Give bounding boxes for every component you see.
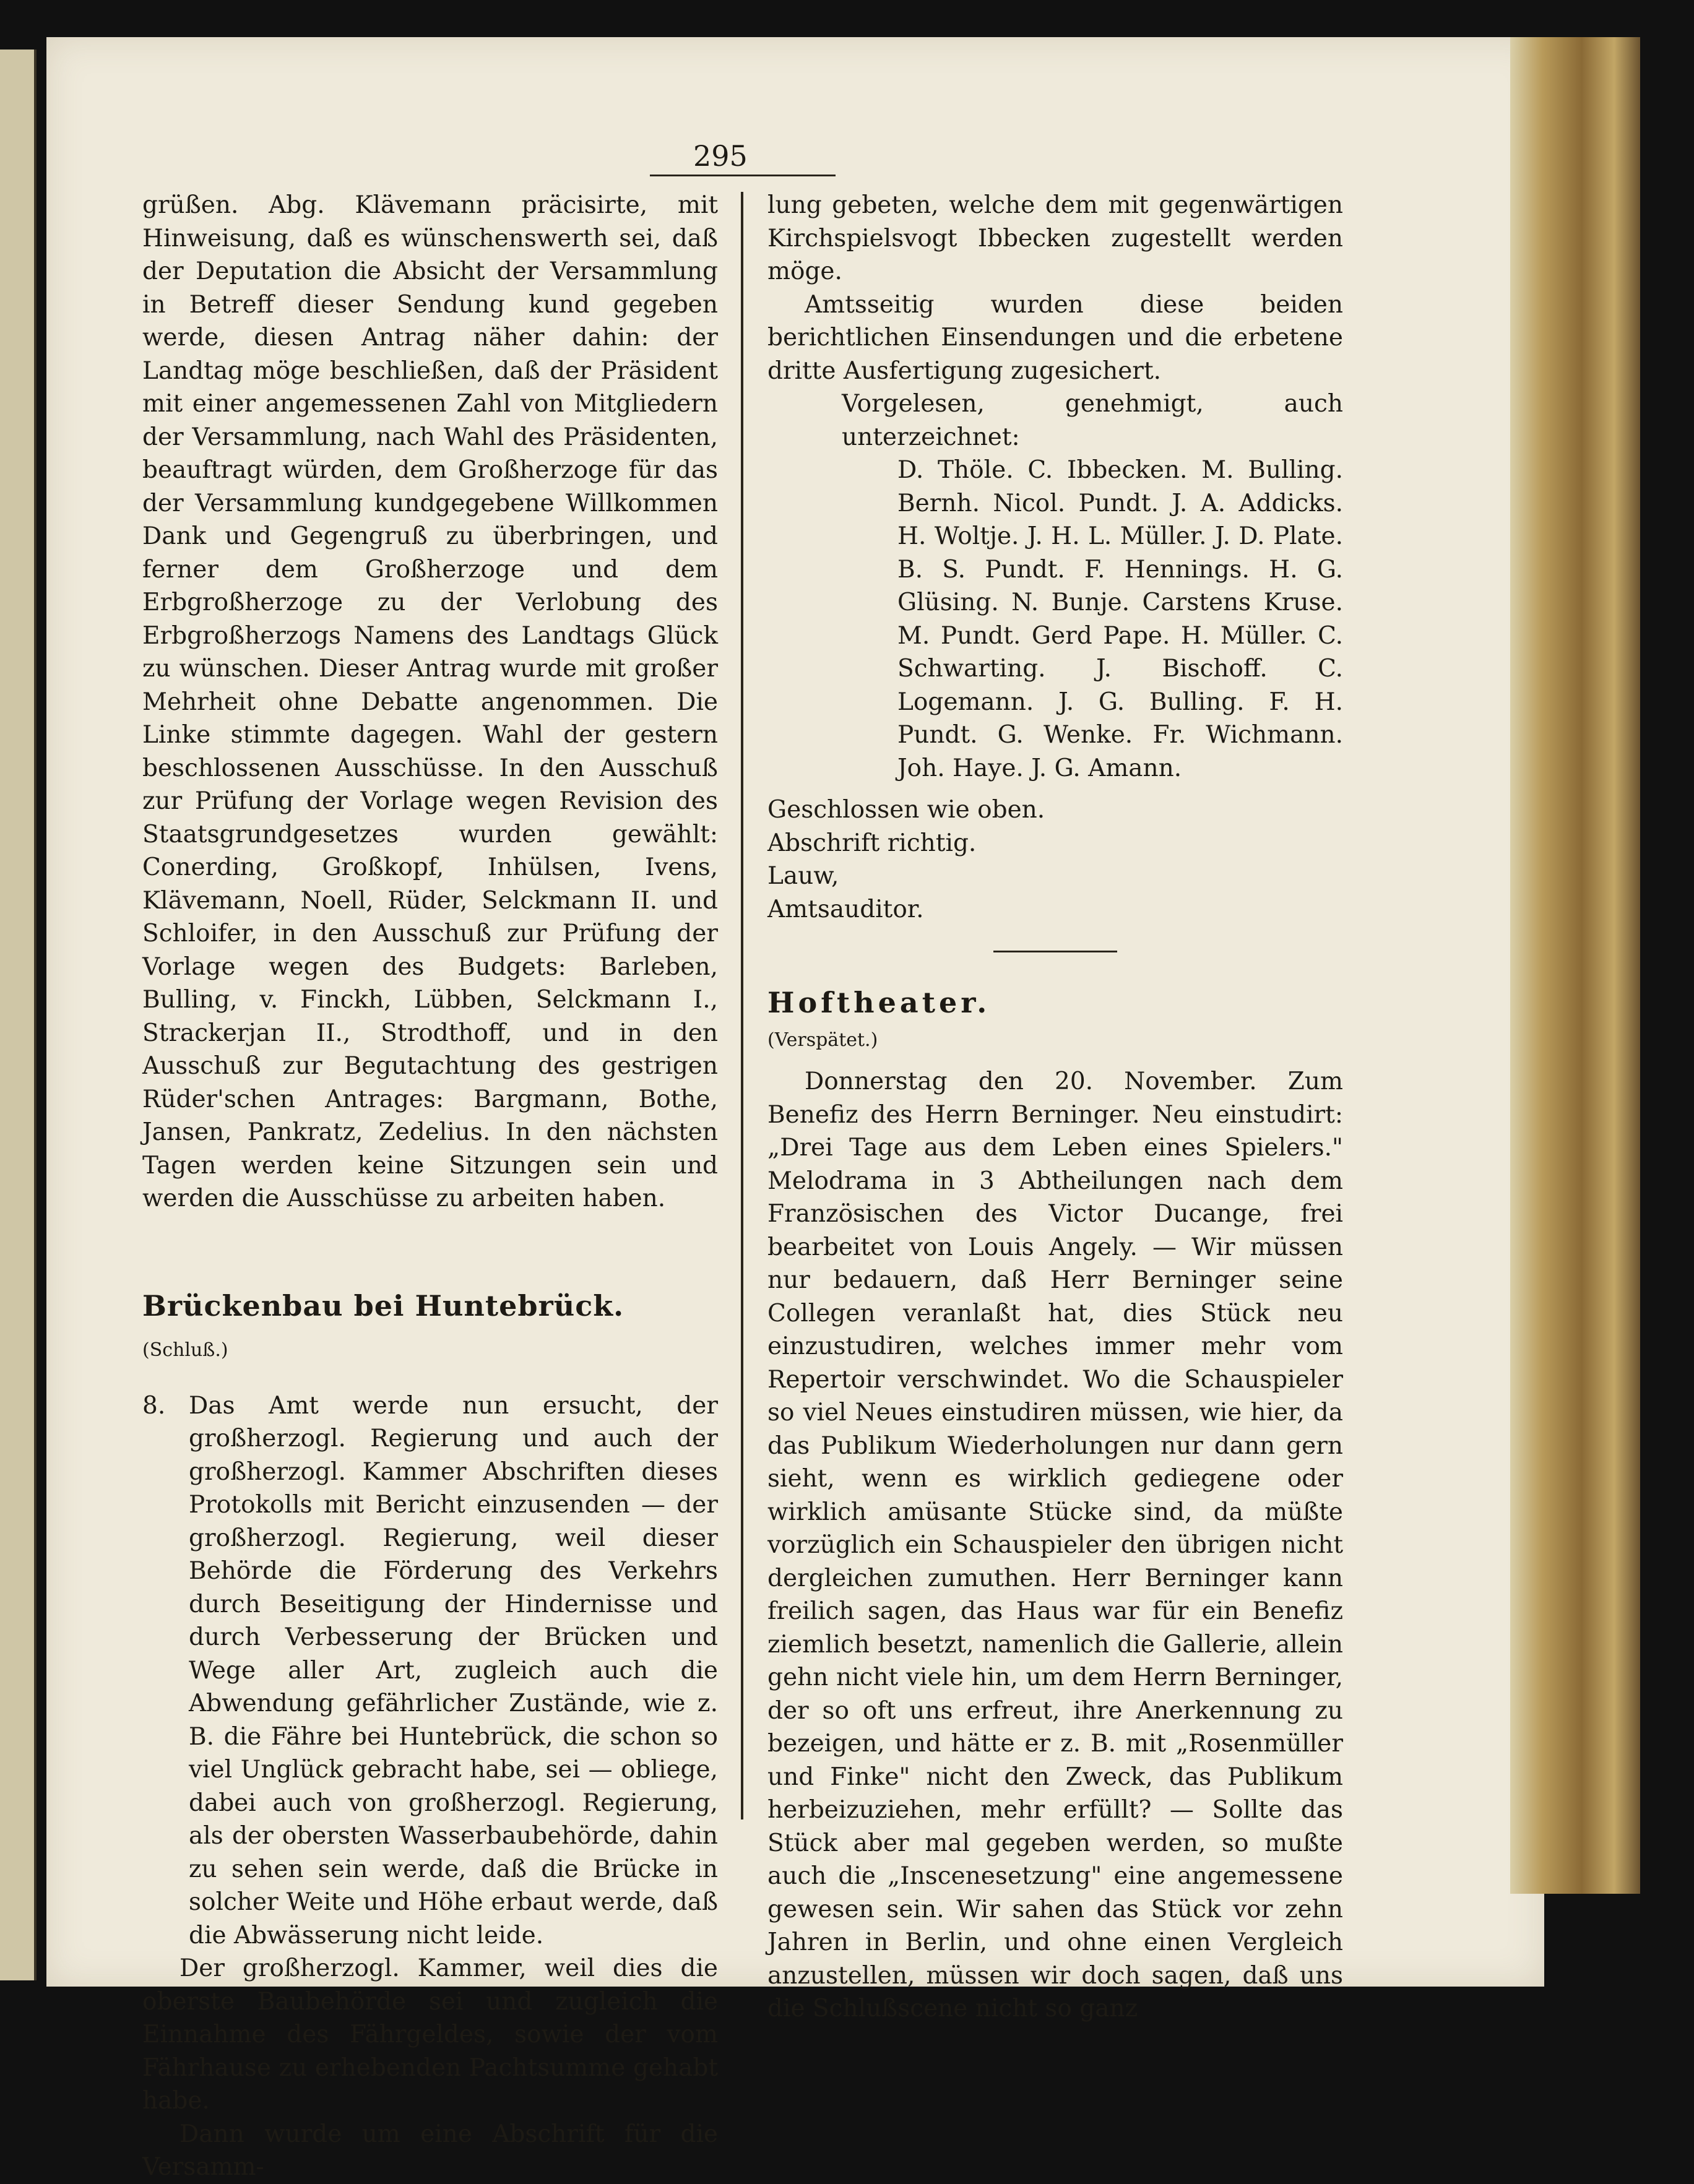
header-rule: [650, 175, 836, 176]
book-cover-edge: [1510, 37, 1640, 1894]
item-text: Das Amt werde nun ersucht, der großherzogl. Regierung und auch der großherzogl. Kammer Abschriften dieses Protokolls mit Bericht einzusenden — der großherzogl. Regierung, weil dieser Behörde die Förderung des Verkehrs durch Beseitigung der Hindernisse und durch Verbesserung der Brücken und Wege aller Art, zugleich auch die Abwendung gefährlicher Zustände, wie z. B. die Fähre bei Huntebrück, die schon so viel Unglück gebracht habe, sei — obliege, dabei auch von großherzogl. Regierung, als der obersten Wasserbaubehörde, dahin zu sehen sein werde, daß die Brücke in solcher Weite und Höhe erbaut werde, daß die Abwässerung nicht leide.: [189, 1391, 718, 1949]
section-subtitle-schluss: (Schluß.): [142, 1339, 228, 1361]
abschrift-line: Abschrift richtig.: [767, 829, 977, 857]
section-subtitle-verspaetet: (Verspätet.): [767, 1029, 878, 1051]
previous-page-edge: [0, 50, 37, 1980]
amtsseitig-paragraph: Amtsseitig wurden diese beiden berichtlichen Einsendungen und die erbetene dritte Ausfertigung zugesichert.: [767, 290, 1343, 385]
geschlossen-line: Geschlossen wie oben.: [767, 796, 1045, 824]
theater-review-text: Donnerstag den 20. November. Zum Benefiz des Herrn Berninger. Neu einstudirt: „Drei Tage aus dem Leben eines Spielers." Melodrama in 3 Abtheilungen nach dem Französischen des Victor Ducange, frei bearbeitet von Louis Angely. — Wir müssen nur bedauern, daß Herr Berninger seine Collegen veranlaßt hat, dies Stück neu einzustudiren, welches immer mehr vom Repertoir verschwindet. Wo die Schauspieler so viel Neues einstudiren müssen, wie hier, da das Publikum Wiederholungen nur dann gern sieht, wenn es wirklich gediegene oder wirklich amüsante Stücke sind, da müßte vorzüglich ein Schauspieler den übrigen nicht dergleichen zumuthen. Herr Berninger kann freilich sagen, das Haus war für ein Benefiz ziemlich besetzt, namenlich die Gallerie, allein gehn nicht viele hin, um dem Herrn Berninger, der so oft uns erfreut, ihre Anerkennung zu bezeigen, und hätte er z. B. mit „Rosenmüller und Finke" nicht den Zweck, das Publikum herbeizuziehen, mehr erfüllt? — Sollte das Stück aber mal gegeben werden, so mußte auch die „Inscenesetzung" eine angemessene gewesen sein. Wir sahen das Stück vor zehn Jahren in Berlin, und ohne einen Vergleich anzustellen, müssen wir doch sagen, daß uns die Schlußscene nicht so ganz: [767, 1068, 1343, 2022]
protocol-item-8: [142, 1389, 718, 1953]
signer-title: Amtsauditor.: [767, 895, 924, 923]
final-paragraph: Dann wurde um eine Abschrift für die Versamm-: [142, 2120, 718, 2181]
right-column: [767, 189, 1343, 2026]
signatures-block: D. Thöle. C. Ibbecken. M. Bulling. Bernh. Nicol. Pundt. J. A. Addicks. H. Woltje. J. H. L. Müller. J. D. Plate. B. S. Pundt. F. Hennings. H. G. Glüsing. N. Bunje. Carstens Kruse. M. Pundt. Gerd Pape. H. Müller. C. Schwarting. J. Bischoff. C. Logemann. J. G. Bulling. F. H. Pundt. G. Wenke. Fr. Wichmann. Joh. Haye. J. G. Amann.: [897, 456, 1343, 782]
column-divider: [741, 192, 743, 1819]
section-title-hoftheater: Hoftheater.: [767, 986, 991, 1019]
page-number: 295: [693, 139, 748, 173]
signer-name: Lauw,: [767, 862, 839, 890]
vorgelesen-line: Vorgelesen, genehmigt, auch unterzeichnet:: [842, 390, 1343, 451]
section-title-brueckenbau: Brückenbau bei Huntebrück.: [142, 1288, 624, 1323]
continuation-text: lung gebeten, welche dem mit gegenwärtigen Kirchspielsvogt Ibbecken zugestellt werden möge.: [767, 191, 1343, 285]
left-column: [142, 189, 718, 2184]
kammer-paragraph: Der großherzogl. Kammer, weil dies die oberste Baubehörde sei und zugleich die Einnahme des Fährgeldes, sowie der vom Fährhause zu erhebenden Pachtsumme gehabt habe.: [142, 1954, 718, 2115]
parliament-report-text: grüßen. Abg. Klävemann präcisirte, mit Hinweisung, daß es wünschenswerth sei, daß der Deputation die Absicht der Versammlung in Betreff dieser Sendung kund gegeben werde, diesen Antrag näher dahin: der Landtag möge beschließen, daß der Präsident mit einer angemessenen Zahl von Mitgliedern der Versammlung, nach Wahl des Präsidenten, beauftragt würden, dem Großherzoge für das der Versammlung kundgegebene Willkommen Dank und Gegengruß zu überbringen, und ferner dem Großherzoge und dem Erbgroßherzoge zu der Verlobung des Erbgroßherzogs Namens des Landtags Glück zu wünschen. Dieser Antrag wurde mit großer Mehrheit ohne Debatte angenommen. Die Linke stimmte dagegen. Wahl der gestern beschlossenen Ausschüsse. In den Ausschuß zur Prüfung der Vorlage wegen Revision des Staatsgrundgesetzes wurden gewählt: Conerding, Großkopf, Inhülsen, Ivens, Klävemann, Noell, Rüder, Selckmann II. und Schloifer, in den Ausschuß zur Prüfung der Vorlage wegen des Budgets: Barleben, Bulling, v. Finckh, Lübben, Selckmann I., Strackerjan II., Strodthoff, und in den Ausschuß zur Begutachtung des gestrigen Rüder'schen Antrages: Bargmann, Bothe, Jansen, Pankratz, Zedelius. In den nächsten Tagen werden keine Sitzungen sein und werden die Ausschüsse zu arbeiten haben.: [142, 191, 718, 1212]
item-number: 8.: [142, 1391, 166, 1420]
